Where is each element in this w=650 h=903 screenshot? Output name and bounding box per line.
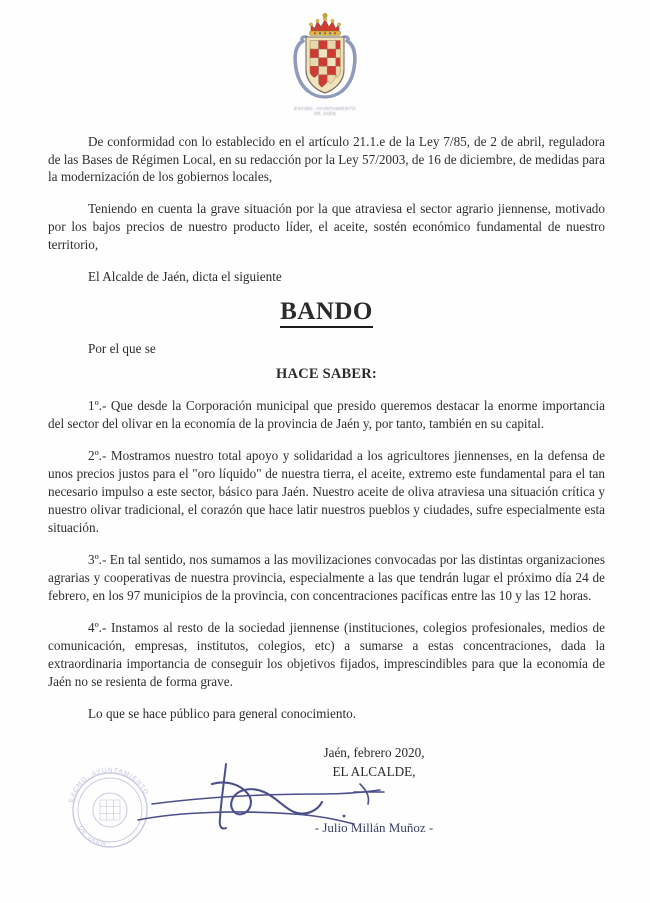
signature-name: - Julio Millán Muñoz - — [314, 820, 434, 836]
page-title-text: BANDO — [280, 298, 373, 328]
emblem-caption — [294, 106, 356, 117]
numbered-item-3: 3º.- En tal sentido, nos sumamos a las movilizaciones convocadas por las distintas organizaciones agrarias y cooperativas de nuestra provincia, especialmente a las que tendrán lugar el próximo día 24 de febrero, en los 97 municipios de la provincia, con concentraciones pacíficas entre las 10 y las 12 horas. — [48, 551, 605, 603]
svg-text:DE JAÉN: DE JAÉN — [76, 825, 108, 849]
preamble-paragraph-2: Teniendo en cuenta la grave situación por la que atraviesa el sector agrario jiennense, motivado por los bajos precios de nuestro producto líder, el aceite, sostén económico fundamental de nuestro territorio, — [48, 201, 605, 253]
closing-line: Lo que se hace público para general conocimiento. — [88, 705, 357, 721]
preamble-paragraph-1: De conformidad con lo establecido en el artículo 21.1.e de la Ley 7/85, de 2 de abril, reguladora de las Bases de Régimen Local, en su redacción por la Ley 57/2003, de 16 de diciembre, de medidas para la modernización de los gobiernos locales, — [48, 133, 605, 185]
document-body — [0, 133, 650, 865]
declaration-heading: HACE SABER: — [276, 366, 377, 383]
signature-place-date: Jaén, febrero 2020, — [323, 745, 425, 761]
coat-of-arms-icon — [286, 12, 364, 104]
numbered-item-1: 1º.- Que desde la Corporación municipal que presido queremos destacar la enorme importancia del sector del olivar en la economía de la provincia de Jaén y, por tanto, también en su capital. — [48, 398, 605, 432]
document-header — [0, 0, 650, 117]
svg-text:EXCMO. AYUNTAMIENTO: EXCMO. AYUNTAMIENTO — [67, 767, 150, 804]
mayor-line: El Alcalde de Jaén, dicta el siguiente — [88, 269, 282, 285]
numbered-item-4: 4º.- Instamos al resto de la sociedad jiennense (instituciones, colegios profesionales, medios de comunicación, empresas, institutos, colegios, etc) a sumarse a estas concentraciones, dada la extraordinaria importancia de conseguir los objetivos fijados, imprescindibles para que la economía de Jaén no se resienta de forma grave. — [48, 619, 605, 689]
signature-role: EL ALCALDE, — [332, 763, 416, 779]
numbered-item-2: 2º.- Mostramos nuestro total apoyo y solidaridad a los agricultores jiennenses, en la defensa de unos precios justos para el "oro líquido" de nuestra tierra, el aceite, extremo este fundamental para el tan necesario impulso a este sector, básico para Jaén. Nuestro aceite de oliva atraviesa una situación crítica y nuestro olivar tradicional, el corazón que hace latir nuestros pueblos y ciudades, sufre especialmente esta situación. — [48, 448, 605, 535]
emblem-caption-line1: EXCMO. AYUNTAMIENTO — [294, 106, 356, 111]
signature-block — [48, 744, 605, 864]
subtitle-line: Por el que se — [88, 341, 156, 357]
emblem-caption-line2: DE JAÉN — [314, 111, 336, 117]
page-title — [48, 298, 605, 326]
